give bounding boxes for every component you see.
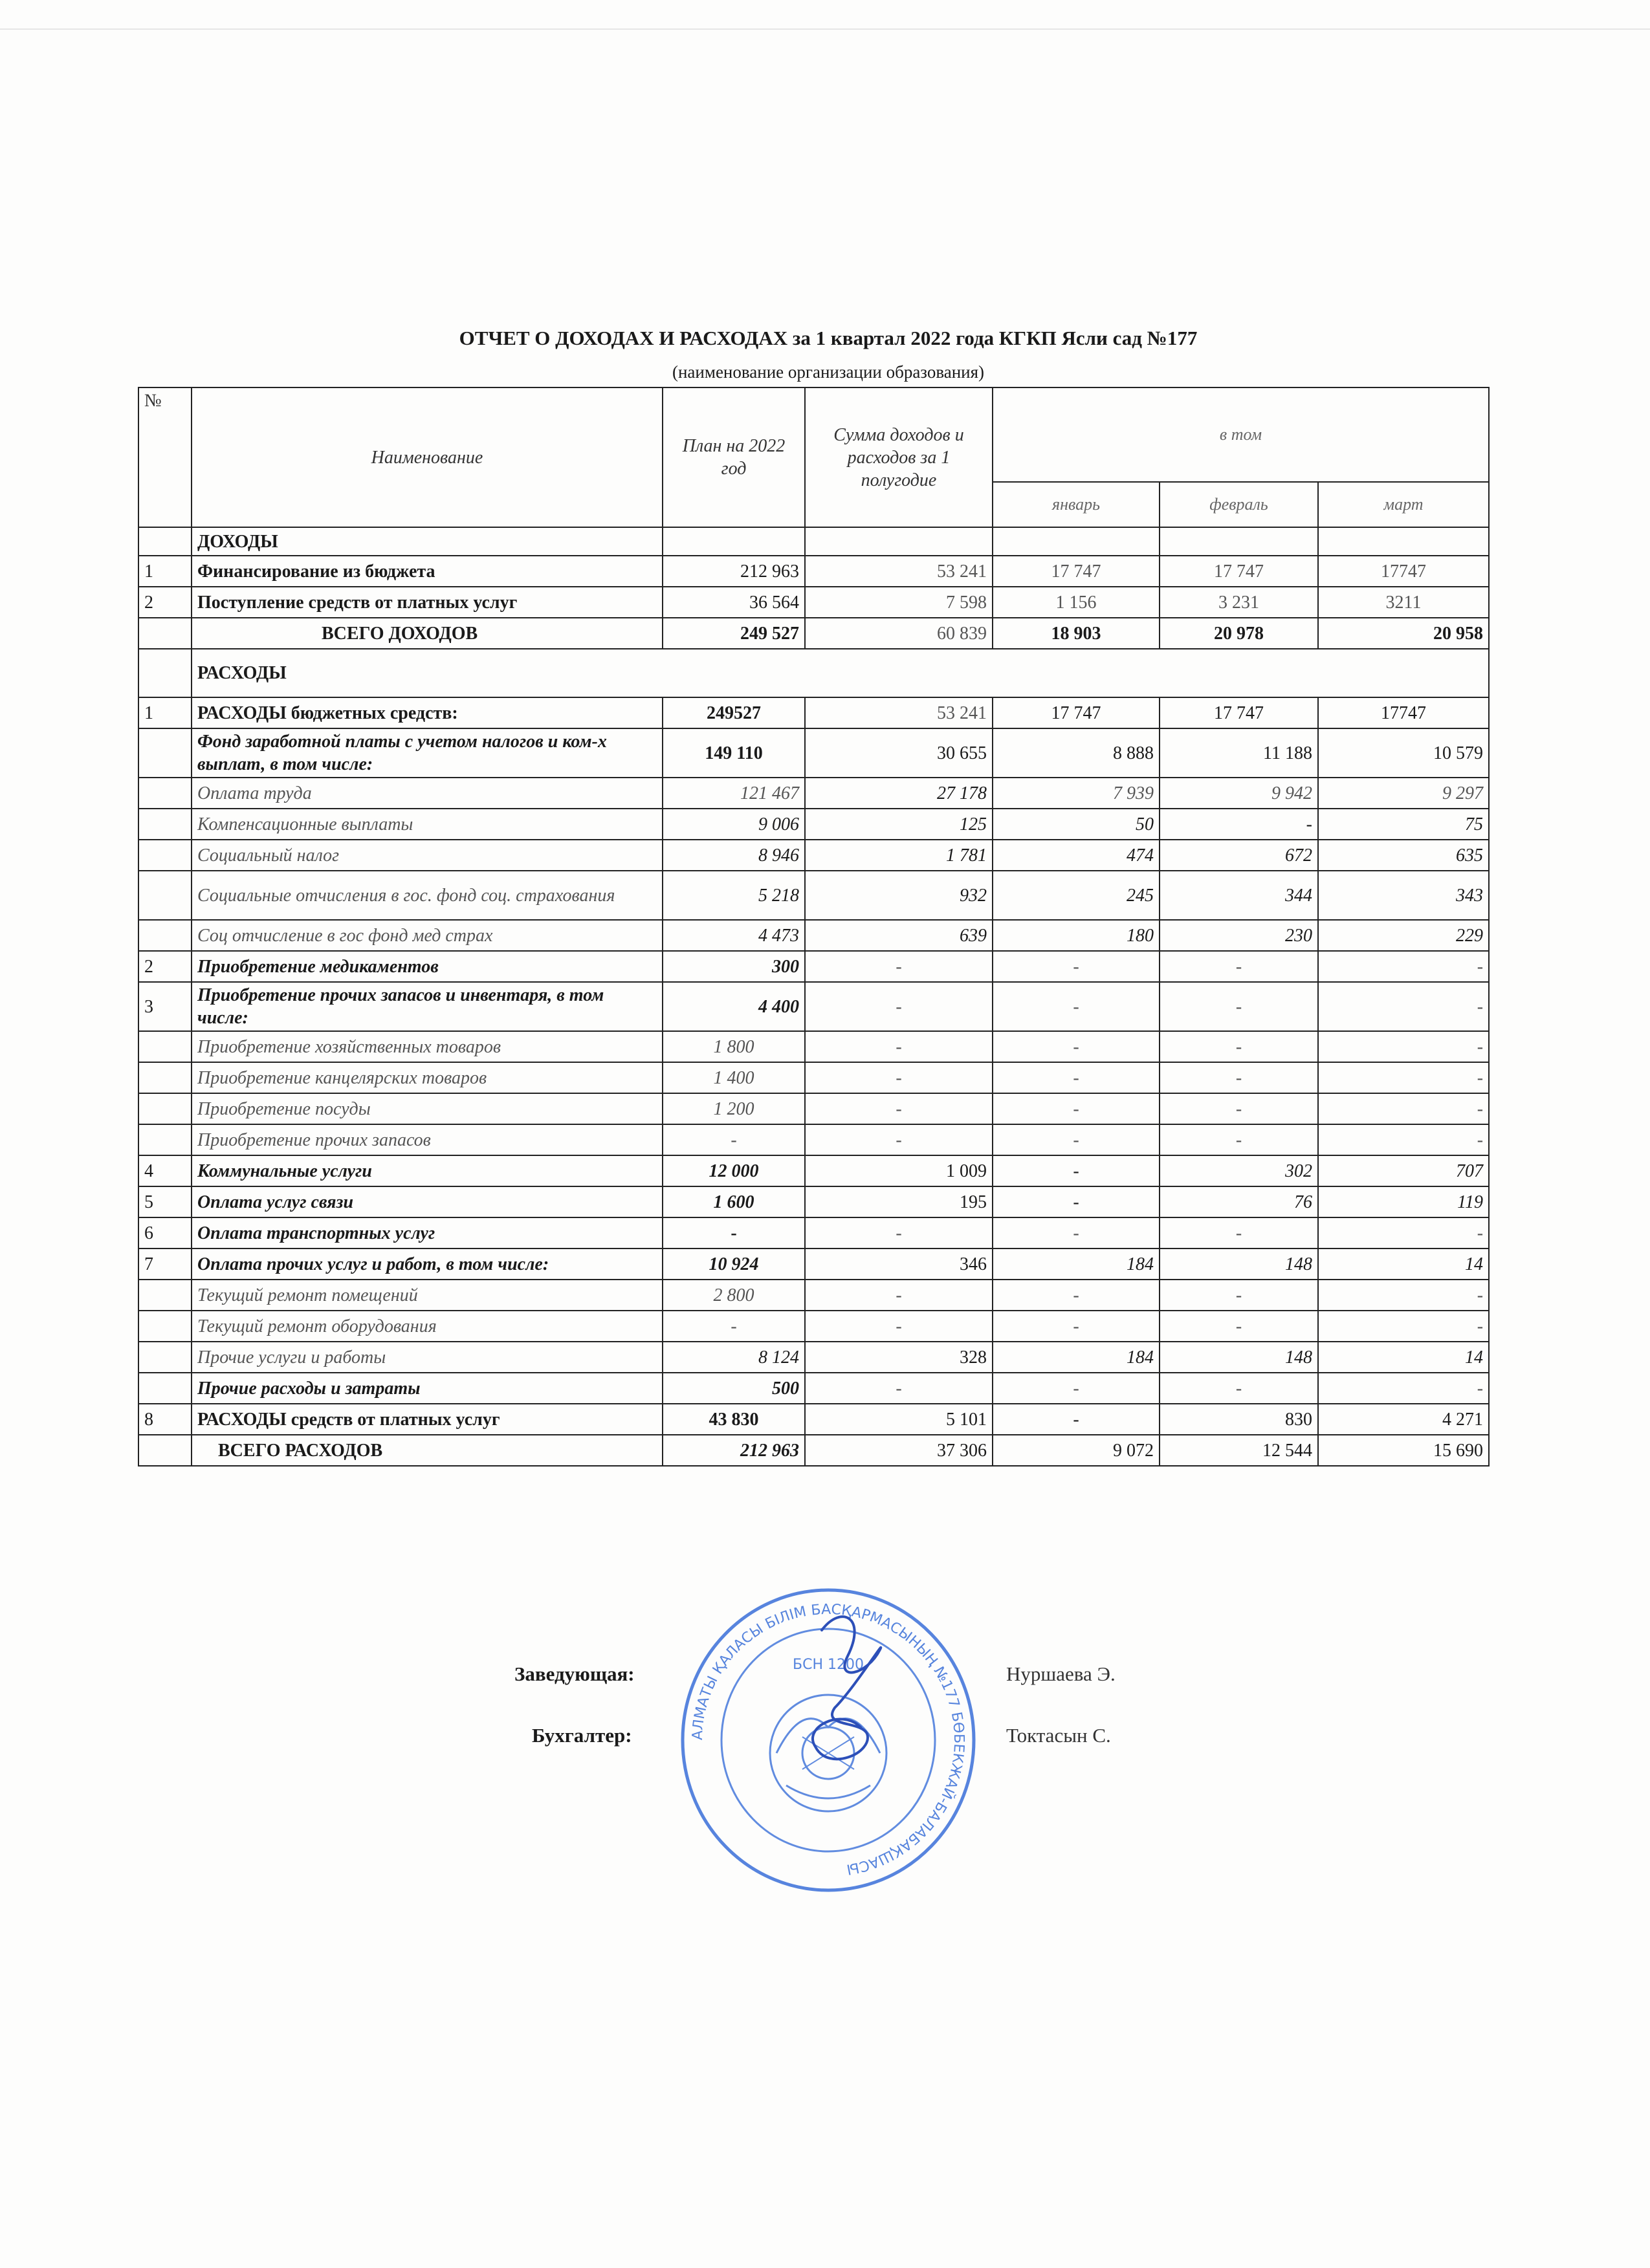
row-sum: - xyxy=(805,1280,993,1311)
row-jan: - xyxy=(993,1062,1160,1093)
row-jan: - xyxy=(993,982,1160,1031)
row-name: Коммунальные услуги xyxy=(192,1155,663,1186)
row-plan: 36 564 xyxy=(663,587,805,618)
row-sum: 1 009 xyxy=(805,1155,993,1186)
row-name: РАСХОДЫ средств от платных услуг xyxy=(192,1404,663,1435)
table-row xyxy=(138,1093,1489,1124)
table-row xyxy=(138,728,1489,778)
row-no xyxy=(138,871,192,920)
row-mar: - xyxy=(1318,982,1489,1031)
income-total-mar: 20 958 xyxy=(1318,618,1489,649)
section-income-label: ДОХОДЫ xyxy=(192,527,663,556)
row-no xyxy=(138,920,192,951)
col-header-feb: февраль xyxy=(1160,482,1318,527)
report-subtitle: (наименование организации образования) xyxy=(672,362,985,382)
table-row xyxy=(138,809,1489,840)
row-jan: - xyxy=(993,1155,1160,1186)
row-name: Компенсационные выплаты xyxy=(192,809,663,840)
head-name: Нуршаева Э. xyxy=(1006,1663,1116,1685)
row-name: Оплата транспортных услуг xyxy=(192,1217,663,1248)
section-expenses-label: РАСХОДЫ xyxy=(192,649,1489,697)
row-mar: - xyxy=(1318,1124,1489,1155)
table-row xyxy=(138,1248,1489,1280)
row-sum: 639 xyxy=(805,920,993,951)
income-total-jan: 18 903 xyxy=(993,618,1160,649)
income-total-row xyxy=(138,618,1489,649)
row-plan: 1 600 xyxy=(663,1186,805,1217)
row-mar: - xyxy=(1318,1280,1489,1311)
section-row-expenses xyxy=(138,649,1489,697)
row-no xyxy=(138,778,192,809)
row-mar: 4 271 xyxy=(1318,1404,1489,1435)
row-feb: 302 xyxy=(1160,1155,1318,1186)
row-no xyxy=(138,1342,192,1373)
row-no xyxy=(138,1311,192,1342)
col-header-name: Наименование xyxy=(192,387,663,527)
row-plan: 43 830 xyxy=(663,1404,805,1435)
row-mar: 343 xyxy=(1318,871,1489,920)
row-plan: 149 110 xyxy=(663,728,805,778)
expense-total-row xyxy=(138,1435,1489,1466)
row-name: Приобретение посуды xyxy=(192,1093,663,1124)
row-name: Финансирование из бюджета xyxy=(192,556,663,587)
row-plan: - xyxy=(663,1311,805,1342)
table-row xyxy=(138,556,1489,587)
row-no xyxy=(138,1031,192,1062)
row-sum: - xyxy=(805,1311,993,1342)
row-name: Социальные отчисления в гос. фонд соц. страхования xyxy=(192,871,663,920)
stamp-outer-ring xyxy=(683,1590,974,1890)
row-mar: 229 xyxy=(1318,920,1489,951)
table-row xyxy=(138,587,1489,618)
row-feb: 148 xyxy=(1160,1248,1318,1280)
row-feb: 344 xyxy=(1160,871,1318,920)
table-row xyxy=(138,982,1489,1031)
row-no: 1 xyxy=(138,556,192,587)
row-plan: 121 467 xyxy=(663,778,805,809)
row-sum: 195 xyxy=(805,1186,993,1217)
accountant-name: Токтасын С. xyxy=(1006,1724,1111,1747)
row-name: Приобретение хозяйственных товаров xyxy=(192,1031,663,1062)
row-name: Оплата прочих услуг и работ, в том числе: xyxy=(192,1248,663,1280)
table-row xyxy=(138,1155,1489,1186)
row-jan: 474 xyxy=(993,840,1160,871)
row-mar: 10 579 xyxy=(1318,728,1489,778)
row-mar: - xyxy=(1318,1093,1489,1124)
col-header-mar: март xyxy=(1318,482,1489,527)
expense-total-mar: 15 690 xyxy=(1318,1435,1489,1466)
row-mar: 14 xyxy=(1318,1248,1489,1280)
row-plan: 300 xyxy=(663,951,805,982)
row-mar: - xyxy=(1318,951,1489,982)
row-mar: 75 xyxy=(1318,809,1489,840)
row-mar: - xyxy=(1318,1373,1489,1404)
row-plan: 9 006 xyxy=(663,809,805,840)
row-jan: 17 747 xyxy=(993,697,1160,728)
row-plan: 1 800 xyxy=(663,1031,805,1062)
head-label: Заведующая: xyxy=(514,1663,635,1685)
row-name: Фонд заработной платы с учетом налогов и ком-х выплат, в том числе: xyxy=(192,728,663,778)
row-name: Поступление средств от платных услуг xyxy=(192,587,663,618)
row-plan: 1 400 xyxy=(663,1062,805,1093)
row-jan: - xyxy=(993,951,1160,982)
col-header-including: в том xyxy=(993,387,1489,482)
row-sum: - xyxy=(805,1124,993,1155)
row-sum: 346 xyxy=(805,1248,993,1280)
row-sum: - xyxy=(805,1373,993,1404)
row-plan: 2 800 xyxy=(663,1280,805,1311)
row-plan: 212 963 xyxy=(663,556,805,587)
row-no xyxy=(138,1373,192,1404)
income-total-sum: 60 839 xyxy=(805,618,993,649)
table-row xyxy=(138,697,1489,728)
row-mar: - xyxy=(1318,1062,1489,1093)
row-jan: 7 939 xyxy=(993,778,1160,809)
row-jan: 8 888 xyxy=(993,728,1160,778)
table-row xyxy=(138,840,1489,871)
row-jan: 1 156 xyxy=(993,587,1160,618)
row-sum: - xyxy=(805,1093,993,1124)
expense-total-sum: 37 306 xyxy=(805,1435,993,1466)
row-sum: 125 xyxy=(805,809,993,840)
table-row xyxy=(138,1031,1489,1062)
row-no: 6 xyxy=(138,1217,192,1248)
row-no xyxy=(138,1062,192,1093)
expense-total-label: ВСЕГО РАСХОДОВ xyxy=(192,1435,663,1466)
accountant-label: Бухгалтер: xyxy=(532,1724,632,1747)
expense-total-feb: 12 544 xyxy=(1160,1435,1318,1466)
col-header-jan: январь xyxy=(993,482,1160,527)
scan-edge-line xyxy=(0,28,1650,30)
row-no: 7 xyxy=(138,1248,192,1280)
row-sum: 53 241 xyxy=(805,697,993,728)
row-mar: - xyxy=(1318,1031,1489,1062)
row-jan: 245 xyxy=(993,871,1160,920)
row-feb: 230 xyxy=(1160,920,1318,951)
row-feb: - xyxy=(1160,1062,1318,1093)
row-jan: 180 xyxy=(993,920,1160,951)
table-row xyxy=(138,1342,1489,1373)
row-jan: - xyxy=(993,1280,1160,1311)
row-mar: 9 297 xyxy=(1318,778,1489,809)
row-sum: - xyxy=(805,1217,993,1248)
expense-total-plan: 212 963 xyxy=(663,1435,805,1466)
row-sum: 1 781 xyxy=(805,840,993,871)
stamp-bin-text: БСН 1200 xyxy=(793,1657,864,1673)
row-mar: 119 xyxy=(1318,1186,1489,1217)
row-feb: - xyxy=(1160,1093,1318,1124)
row-sum: 328 xyxy=(805,1342,993,1373)
row-feb: 17 747 xyxy=(1160,697,1318,728)
row-jan: 184 xyxy=(993,1342,1160,1373)
row-name: Приобретение канцелярских товаров xyxy=(192,1062,663,1093)
row-sum: - xyxy=(805,1062,993,1093)
row-feb: - xyxy=(1160,809,1318,840)
row-name: Оплата услуг связи xyxy=(192,1186,663,1217)
row-feb: - xyxy=(1160,1311,1318,1342)
row-name: Приобретение медикаментов xyxy=(192,951,663,982)
table-row xyxy=(138,1062,1489,1093)
row-no: 8 xyxy=(138,1404,192,1435)
row-name: Оплата труда xyxy=(192,778,663,809)
table-row xyxy=(138,951,1489,982)
row-no xyxy=(138,728,192,778)
report-title: ОТЧЕТ О ДОХОДАХ И РАСХОДАХ за 1 квартал 2022 года КГКП Ясли сад №177 xyxy=(459,327,1198,349)
row-name: Приобретение прочих запасов и инвентаря, в том числе: xyxy=(192,982,663,1031)
row-feb: 9 942 xyxy=(1160,778,1318,809)
row-plan: 249527 xyxy=(663,697,805,728)
row-mar: - xyxy=(1318,1217,1489,1248)
row-plan: 500 xyxy=(663,1373,805,1404)
row-mar: - xyxy=(1318,1311,1489,1342)
row-plan: 4 400 xyxy=(663,982,805,1031)
table-row xyxy=(138,1217,1489,1248)
row-feb: - xyxy=(1160,1124,1318,1155)
row-no xyxy=(138,1124,192,1155)
row-jan: 50 xyxy=(993,809,1160,840)
row-sum: 5 101 xyxy=(805,1404,993,1435)
row-mar: 707 xyxy=(1318,1155,1489,1186)
table-row xyxy=(138,778,1489,809)
row-feb: 76 xyxy=(1160,1186,1318,1217)
col-header-sum: Сумма доходов и расходов за 1 полугодие xyxy=(805,387,993,527)
row-jan: - xyxy=(993,1217,1160,1248)
row-feb: - xyxy=(1160,982,1318,1031)
row-plan: 10 924 xyxy=(663,1248,805,1280)
row-name: Прочие услуги и работы xyxy=(192,1342,663,1373)
row-no: 4 xyxy=(138,1155,192,1186)
row-plan: 8 124 xyxy=(663,1342,805,1373)
row-feb: 672 xyxy=(1160,840,1318,871)
row-plan: 8 946 xyxy=(663,840,805,871)
row-sum: - xyxy=(805,951,993,982)
table-row xyxy=(138,1186,1489,1217)
row-no xyxy=(138,809,192,840)
row-feb: 3 231 xyxy=(1160,587,1318,618)
row-mar: 635 xyxy=(1318,840,1489,871)
row-no xyxy=(138,1093,192,1124)
emblem-icon xyxy=(770,1695,886,1811)
table-row xyxy=(138,871,1489,920)
row-name: Текущий ремонт помещений xyxy=(192,1280,663,1311)
row-plan: 5 218 xyxy=(663,871,805,920)
report-table xyxy=(138,387,1490,1467)
row-jan: - xyxy=(993,1124,1160,1155)
row-jan: - xyxy=(993,1404,1160,1435)
row-no: 5 xyxy=(138,1186,192,1217)
row-mar: 17747 xyxy=(1318,556,1489,587)
row-name: Текущий ремонт оборудования xyxy=(192,1311,663,1342)
table-row xyxy=(138,1280,1489,1311)
row-feb: - xyxy=(1160,1280,1318,1311)
row-feb: 148 xyxy=(1160,1342,1318,1373)
row-mar: 3211 xyxy=(1318,587,1489,618)
row-name: Соц отчисление в гос фонд мед страх xyxy=(192,920,663,951)
income-total-label: ВСЕГО ДОХОДОВ xyxy=(192,618,663,649)
row-no xyxy=(138,1280,192,1311)
row-sum: 7 598 xyxy=(805,587,993,618)
row-no: 1 xyxy=(138,697,192,728)
row-jan: - xyxy=(993,1311,1160,1342)
col-header-plan: План на 2022 год xyxy=(663,387,805,527)
table-row xyxy=(138,1373,1489,1404)
row-feb: - xyxy=(1160,1217,1318,1248)
row-name: Приобретение прочих запасов xyxy=(192,1124,663,1155)
row-feb: 17 747 xyxy=(1160,556,1318,587)
section-row-income xyxy=(138,527,1489,556)
row-sum: 30 655 xyxy=(805,728,993,778)
official-stamp xyxy=(673,1578,984,1915)
row-sum: 932 xyxy=(805,871,993,920)
income-total-feb: 20 978 xyxy=(1160,618,1318,649)
row-plan: 12 000 xyxy=(663,1155,805,1186)
row-jan: - xyxy=(993,1186,1160,1217)
table-row xyxy=(138,920,1489,951)
row-feb: - xyxy=(1160,951,1318,982)
row-feb: 830 xyxy=(1160,1404,1318,1435)
row-name: РАСХОДЫ бюджетных средств: xyxy=(192,697,663,728)
row-name: Прочие расходы и затраты xyxy=(192,1373,663,1404)
row-sum: - xyxy=(805,982,993,1031)
row-name: Социальный налог xyxy=(192,840,663,871)
table-row xyxy=(138,1124,1489,1155)
row-plan: 1 200 xyxy=(663,1093,805,1124)
header-row xyxy=(138,387,1489,482)
row-no: 2 xyxy=(138,951,192,982)
table-row xyxy=(138,1311,1489,1342)
row-jan: 184 xyxy=(993,1248,1160,1280)
row-jan: 17 747 xyxy=(993,556,1160,587)
row-sum: 27 178 xyxy=(805,778,993,809)
table-row xyxy=(138,1404,1489,1435)
row-feb: 11 188 xyxy=(1160,728,1318,778)
row-mar: 17747 xyxy=(1318,697,1489,728)
col-header-no: № xyxy=(138,387,192,527)
row-sum: - xyxy=(805,1031,993,1062)
income-total-plan: 249 527 xyxy=(663,618,805,649)
row-feb: - xyxy=(1160,1031,1318,1062)
row-no: 3 xyxy=(138,982,192,1031)
row-mar: 14 xyxy=(1318,1342,1489,1373)
row-feb: - xyxy=(1160,1373,1318,1404)
row-plan: - xyxy=(663,1124,805,1155)
row-no: 2 xyxy=(138,587,192,618)
row-jan: - xyxy=(993,1031,1160,1062)
expense-total-jan: 9 072 xyxy=(993,1435,1160,1466)
row-plan: 4 473 xyxy=(663,920,805,951)
row-jan: - xyxy=(993,1373,1160,1404)
row-sum: 53 241 xyxy=(805,556,993,587)
row-jan: - xyxy=(993,1093,1160,1124)
stamp-ring-text: АЛМАТЫ ҚАЛАСЫ БІЛІМ БАСҚАРМАСЫНЫҢ №177 БӨБЕКЖАЙ-БАЛАБАҚШАСЫ xyxy=(689,1601,967,1877)
row-no xyxy=(138,840,192,871)
row-plan: - xyxy=(663,1217,805,1248)
